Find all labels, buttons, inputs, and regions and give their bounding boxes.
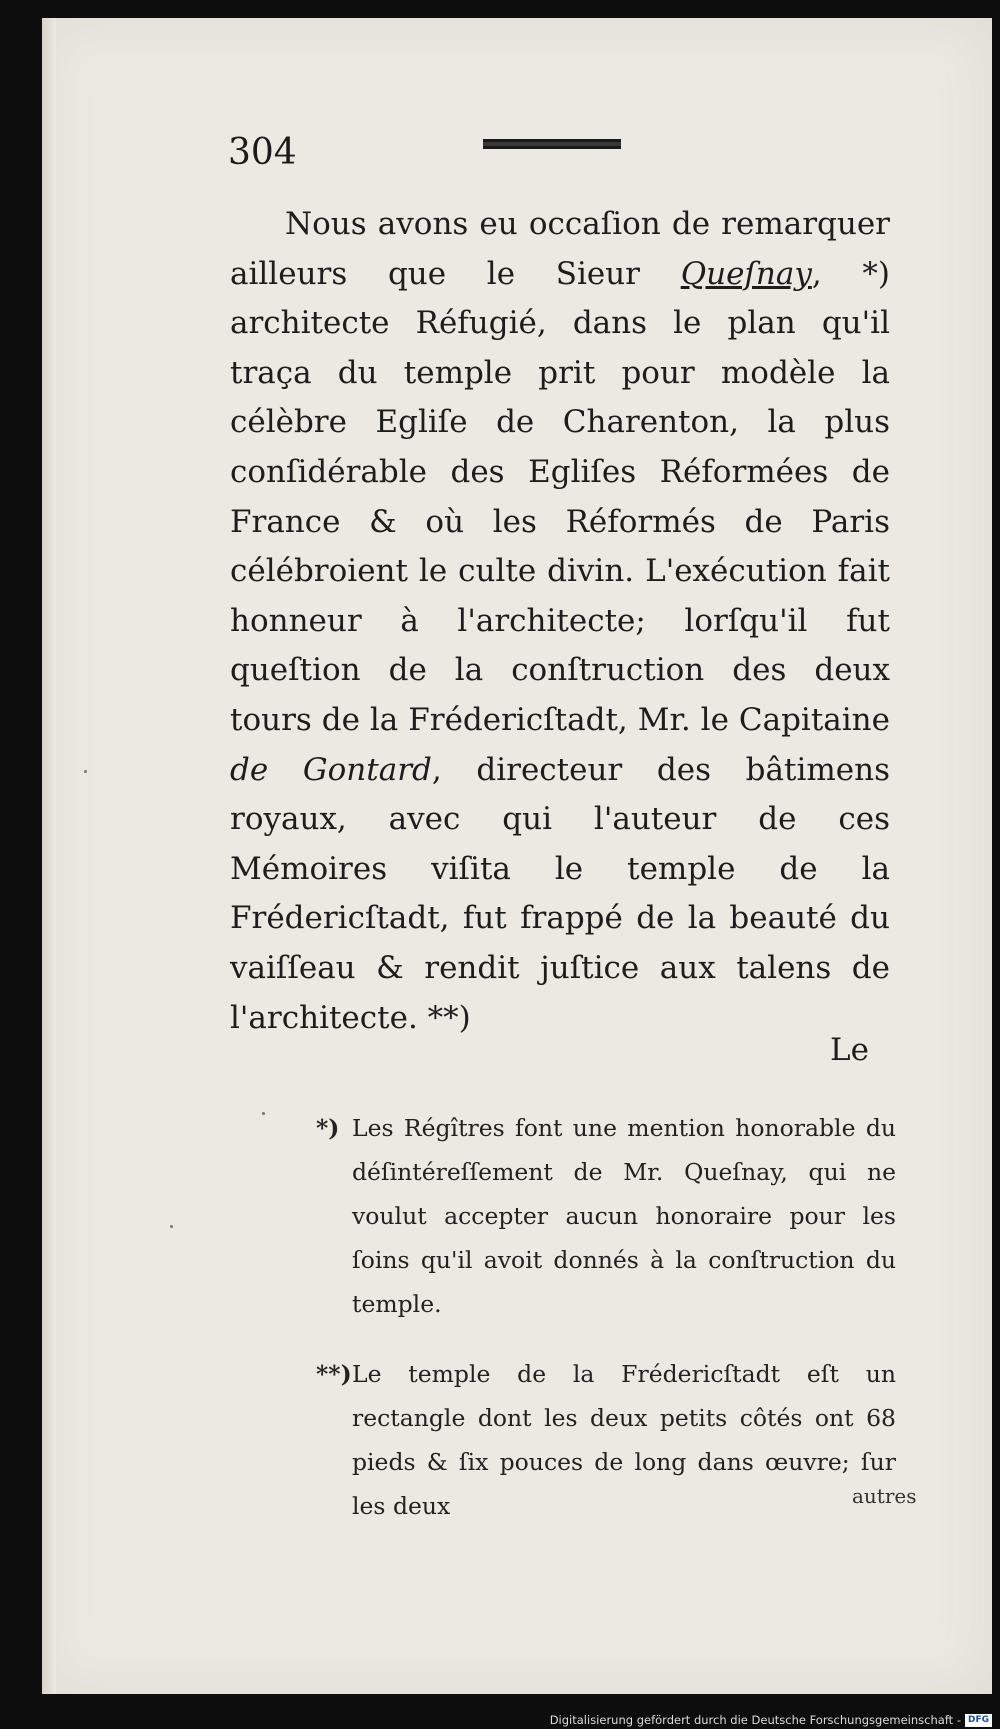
catchword: Le <box>830 1032 869 1068</box>
name-gontard: de Gontard <box>230 751 432 788</box>
page-number: 304 <box>228 132 297 173</box>
footnote-2 <box>316 1352 896 1528</box>
paper-speck <box>84 770 87 773</box>
footnote-text: Les Régîtres font une mention honorable du déſintéreſſement de Mr. Queſnay, qui ne voulut accepter aucun honoraire pour les ſoins qu'il avoit donnés à la conſtruction du temple. <box>352 1114 896 1318</box>
footnote-marker: *) <box>316 1114 340 1142</box>
main-paragraph <box>230 200 890 1043</box>
name-quesnay: Queſnay <box>680 255 812 292</box>
paragraph-text-start: Nous avons eu occaſion de remarquer ailleurs que le Sieur <box>230 206 890 292</box>
paper-speck <box>262 1112 265 1115</box>
header-rule <box>483 139 621 149</box>
paragraph-text-end: , directeur des bâtimens royaux, avec qui l'auteur de ces Mémoires viſita le temple de la Frédericſtadt, fut frappé de la beauté du vaiſſeau & rendit juſtice aux talens de l'architecte. **) <box>230 751 890 1036</box>
footnote-1 <box>316 1106 896 1326</box>
page-gutter-shadow <box>42 18 56 1694</box>
footnote-text: Le temple de la Frédericſtadt eſt un rectangle dont les deux petits côtés ont 68 pieds & ſix pouces de long dans œuvre; ſur les deux <box>352 1360 896 1520</box>
digitization-credit <box>550 1713 992 1727</box>
dfg-logo: DFG <box>965 1714 992 1727</box>
paragraph-text-middle: , *) architecte Réfugié, dans le plan qu'il traça du temple prit pour modèle la célèbre Egliſe de Charenton, la plus conſidérable des Egliſes Réformées de France & où les Réformés de Paris célébroient le culte divin. L'exécution fait honneur à l'architecte; lorſqu'il fut queſtion de la conſtruction des deux tours de la Frédericſtadt, Mr. le Capitaine <box>230 255 890 738</box>
credit-text: Digitalisierung gefördert durch die Deutsche Forschungsgemeinschaft - <box>549 1713 961 1727</box>
footnote-catchword: autres <box>852 1484 917 1508</box>
footnote-marker: **) <box>316 1360 352 1388</box>
paper-speck <box>170 1225 173 1228</box>
